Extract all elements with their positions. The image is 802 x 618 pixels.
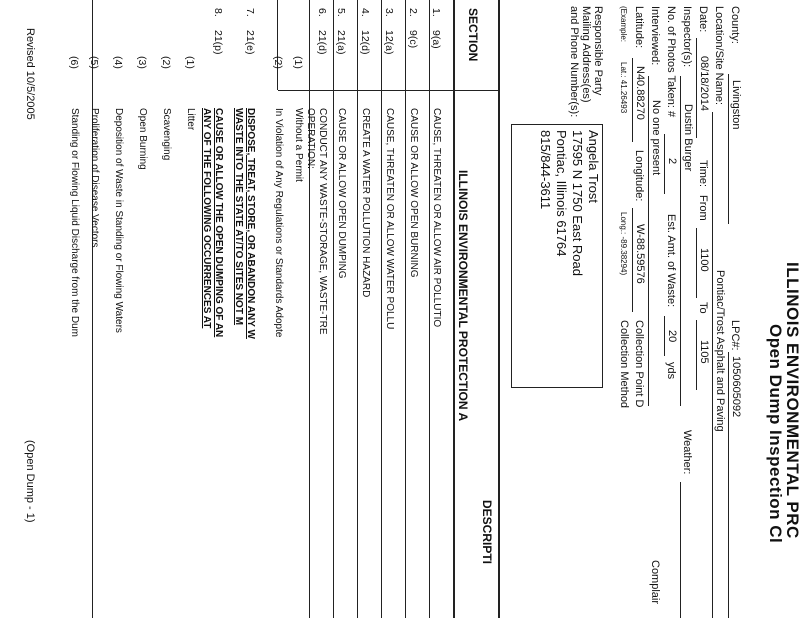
to-value: 1105 — [698, 340, 710, 364]
waste-value: 20 — [666, 330, 678, 343]
from-label: From — [697, 195, 709, 221]
section-code: (2) — [160, 56, 172, 69]
violation-description: Open Burning — [137, 108, 148, 170]
latitude-label: Latitude: — [633, 6, 645, 49]
row-number: 7. — [244, 8, 256, 17]
lpc-value: 1050605092 — [730, 356, 742, 418]
party-city: Pontiac, Illinois 61764 — [554, 130, 569, 257]
section-code: 21(d) — [316, 30, 328, 55]
row-number: 5. — [335, 8, 347, 17]
party-street: 17595 N 1750 East Road — [570, 130, 585, 276]
form-id: (Open Dump - 1) — [24, 440, 36, 523]
section-code: 21(e) — [244, 30, 256, 55]
violation-description-continued: ANY OF THE FOLLOWING OCCURRENCES AT — [201, 108, 212, 329]
section-code: (6) — [68, 56, 80, 69]
section-code: 9(a) — [430, 30, 442, 49]
row-number: 2. — [407, 8, 419, 17]
violation-description: Proliferation of Disease Vectors — [89, 108, 100, 248]
row-number: 6. — [316, 8, 328, 17]
act-header: ILLINOIS ENVIRONMENTAL PROTECTION A — [456, 170, 470, 422]
county-value: Livingston — [730, 80, 742, 130]
county-label: County: — [729, 6, 741, 44]
collection-point-label: Collection Point D — [633, 320, 645, 408]
row-number: 3. — [383, 8, 395, 17]
violation-description: Litter — [185, 108, 196, 131]
violation-description: CONDUCT ANY WASTE-STORAGE, WASTE-TRE — [317, 108, 328, 335]
latitude-value: N40.88270 — [634, 66, 646, 120]
collection-method-label: Collection Method — [618, 320, 630, 409]
example-latitude: Lat.: 41.26493 — [619, 62, 628, 114]
violation-description: Scavenging — [161, 108, 172, 161]
lpc-label: LPC#: — [729, 320, 741, 351]
section-code: 9(c) — [407, 30, 419, 49]
photos-value: 2 — [666, 158, 678, 165]
row-number: 8. — [212, 8, 224, 17]
waste-unit: yds — [665, 362, 677, 380]
longitude-value: W-88.59576 — [634, 224, 646, 284]
complaint-label: Complair — [649, 560, 661, 605]
section-code: (2) — [272, 56, 284, 69]
section-header: SECTION — [466, 8, 480, 62]
weather-label: Weather: — [681, 430, 693, 475]
interviewed-value: No one present — [650, 100, 662, 176]
violation-description: In Violation of Any Regulations or Standards Adopte — [273, 108, 284, 338]
inspectors-value: Dustin Burger — [682, 104, 694, 172]
section-code: 12(a) — [383, 30, 395, 55]
form-title: Open Dump Inspection Cl — [766, 324, 785, 544]
agency-title: ILLINOIS ENVIRONMENTAL PRC — [783, 262, 802, 539]
from-value: 1100 — [698, 248, 710, 272]
time-label: Time: — [697, 160, 709, 188]
section-code: 21(p) — [212, 30, 224, 55]
phone-label: and Phone Number(s): — [568, 6, 580, 118]
violation-description: CAUSE, THREATEN OR ALLOW AIR POLLUTIO — [431, 108, 442, 328]
section-code: (3) — [136, 56, 148, 69]
date-label: Date: — [697, 6, 709, 33]
longitude-label: Longitude: — [633, 150, 645, 202]
row-number: 4. — [359, 8, 371, 17]
to-label: To — [697, 302, 709, 314]
photos-label: No. of Photos Taken: # — [665, 6, 677, 118]
row-number: 1. — [430, 8, 442, 17]
inspectors-label: Inspector(s): — [681, 6, 693, 68]
date-value: 08/18/2014 — [698, 56, 710, 112]
mailing-address-label: Mailing Address(es) — [580, 6, 592, 103]
section-code: (5) — [88, 56, 100, 69]
waste-label: Est. Amt. of Waste: — [665, 214, 677, 308]
section-code: (1) — [292, 56, 304, 69]
section-code: 21(a) — [335, 30, 347, 55]
location-label: Location/Site Name: — [713, 6, 725, 106]
example-longitude: Long.: -89.38294) — [619, 212, 628, 276]
description-header: DESCRIPTI — [480, 500, 494, 565]
party-phone: 815/844-3611 — [538, 130, 553, 210]
responsible-party-label: Responsible Party — [592, 6, 604, 96]
violation-description: Without a Permit — [293, 108, 304, 182]
violation-description: CAUSE OR ALLOW THE OPEN DUMPING OF AN — [213, 108, 224, 338]
violation-description: CREATE A WATER POLLUTION HAZARD — [360, 108, 371, 298]
violation-description: Standing or Flowing Liquid Discharge from the Dum — [69, 108, 80, 337]
violation-description: Deposition of Waste in Standing or Flowing Waters — [113, 108, 124, 333]
location-value: Pontiac/Trost Asphalt and Paving — [714, 270, 726, 432]
violation-description: DISPOSE, TREAT, STORE, OR ABANDON ANY W — [245, 108, 256, 339]
party-name: Angela Trost — [586, 130, 601, 203]
violation-description: CAUSE OR ALLOW OPEN BURNING — [408, 108, 419, 278]
section-code: 12(d) — [359, 30, 371, 55]
example-label: (Example: — [619, 6, 628, 43]
interviewed-label: Interviewed: — [649, 6, 661, 66]
violation-description: CAUSE OR ALLOW OPEN DUMPING — [336, 108, 347, 279]
section-code: (4) — [112, 56, 124, 69]
revised-date: Revised 10/5/2005 — [24, 28, 36, 120]
violation-description: CAUSE, THREATEN OR ALLOW WATER POLLU — [384, 108, 395, 330]
violation-description-continued: WASTE INTO THE STATE AT/TO SITES NOT M — [233, 108, 244, 326]
violation-description-continued: OPERATION: — [305, 108, 316, 169]
section-code: (1) — [184, 56, 196, 69]
